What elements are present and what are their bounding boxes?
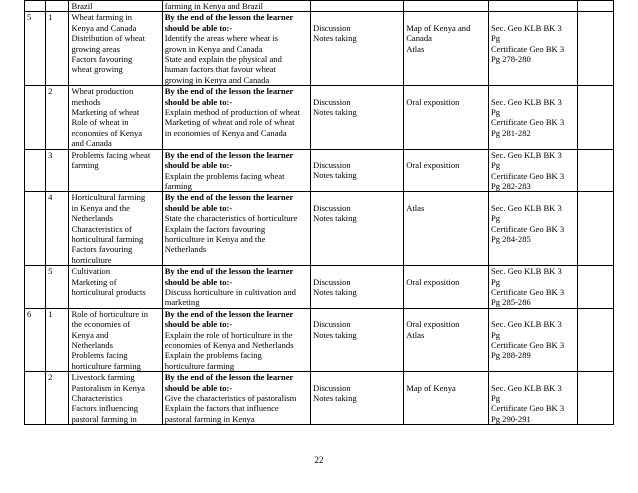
cell-line: Netherlands: [71, 213, 113, 224]
cell-line: Pg 290-291: [490, 413, 531, 424]
cell-line: farming: [71, 160, 99, 171]
lesson-cell: 2: [46, 86, 69, 149]
cell-line: Certificate Geo BK 3: [490, 403, 565, 414]
cell-line: By the end of the lesson the learner: [164, 266, 294, 277]
cell-line: Marketing of: [71, 276, 117, 287]
spacer: [406, 86, 486, 96]
cell-line: Kenya and Canada: [71, 22, 137, 33]
cell-line: Notes taking: [312, 170, 357, 181]
resources-cell: [404, 86, 489, 149]
topic-cell: [69, 149, 162, 192]
cell-line: Certificate Geo BK 3: [490, 286, 565, 297]
references-cell: [488, 12, 577, 86]
cell-line: By the end of the lesson the learner: [164, 86, 294, 97]
week-cell: [25, 149, 46, 192]
cell-line: and Canada: [71, 138, 112, 149]
week-cell: [25, 86, 46, 149]
cell-line: Sec. Geo KLB BK 3: [490, 319, 562, 330]
cell-line: Certificate Geo BK 3: [490, 43, 565, 54]
spacer: [491, 12, 575, 22]
cell-line: growing in Kenya and Canada: [164, 74, 270, 85]
cell-line: Pg 288-289: [490, 350, 531, 361]
objectives-cell: [162, 192, 310, 266]
spacer: [313, 309, 401, 319]
cell-line: farming: [164, 180, 192, 191]
cell-line: Characteristics of: [71, 223, 132, 234]
table-row: [25, 149, 614, 192]
topic-cell: [69, 372, 162, 425]
spacer: [313, 372, 401, 382]
remarks-cell: [577, 266, 613, 309]
table-row: [25, 1, 614, 12]
cell-line: Pg: [490, 276, 501, 287]
cell-line: human factors that favour wheat: [164, 64, 276, 75]
remarks-cell: [577, 1, 613, 12]
methods-cell: [310, 86, 403, 149]
remarks-cell: [577, 308, 613, 371]
references-cell: [488, 86, 577, 149]
cell-line: Notes taking: [312, 213, 357, 224]
cell-line: Certificate Geo BK 3: [490, 170, 565, 181]
lesson-cell: [46, 1, 69, 12]
cell-line: Oral exposition: [406, 319, 460, 330]
cell-line: Notes taking: [312, 393, 357, 404]
cell-line: Oral exposition: [406, 96, 460, 107]
cell-line: Notes taking: [312, 107, 357, 118]
references-cell: [488, 1, 577, 12]
topic-cell: [69, 266, 162, 309]
cell-line: horticulture farming: [71, 360, 141, 371]
cell-line: economies of Kenya: [71, 127, 143, 138]
week-cell: [25, 372, 46, 425]
cell-line: Sec. Geo KLB BK 3: [490, 96, 562, 107]
cell-line: Give the characteristics of pastoralism: [164, 393, 297, 404]
week-cell: [25, 266, 46, 309]
objectives-cell: [162, 1, 310, 12]
spacer: [406, 12, 486, 22]
cell-line: Pastoralism in Kenya: [71, 382, 145, 393]
spacer: [313, 150, 401, 160]
cell-line: Notes taking: [312, 286, 357, 297]
cell-line: Pg: [490, 329, 501, 340]
cell-line: should be able to:-: [164, 22, 233, 33]
lesson-cell: 3: [46, 149, 69, 192]
cell-line: Pg: [490, 33, 501, 44]
week-cell: 5: [25, 12, 46, 86]
table-row: [25, 308, 614, 371]
cell-line: State and explain the physical and: [164, 54, 282, 65]
cell-line: Problems facing: [71, 350, 128, 361]
cell-line: should be able to:-: [164, 160, 233, 171]
week-cell: 6: [25, 308, 46, 371]
cell-line: Characteristics: [71, 393, 123, 404]
references-cell: [488, 149, 577, 192]
topic-cell: [69, 192, 162, 266]
lesson-cell: 1: [46, 12, 69, 86]
cell-line: Wheat production: [71, 86, 134, 97]
cell-line: Atlas: [406, 202, 425, 213]
spacer: [491, 372, 575, 382]
cell-line: Pg: [490, 107, 501, 118]
cell-line: horticulture in Kenya and the: [164, 233, 266, 244]
cell-line: By the end of the lesson the learner: [164, 149, 294, 160]
cell-line: Pg 278-280: [490, 54, 531, 65]
cell-line: Sec. Geo KLB BK 3: [490, 202, 562, 213]
remarks-cell: [577, 192, 613, 266]
cell-line: By the end of the lesson the learner: [164, 308, 294, 319]
cell-line: Discussion: [312, 319, 351, 330]
cell-line: economies of Kenya and Netherlands: [164, 340, 294, 350]
references-cell: [488, 192, 577, 266]
table-row: [25, 86, 614, 149]
cell-line: Distribution of wheat: [71, 33, 145, 44]
cell-line: Discuss horticulture in cultivation and: [164, 286, 296, 297]
lesson-cell: 1: [46, 308, 69, 371]
cell-line: Netherlands: [164, 244, 207, 255]
cell-line: Discussion: [312, 22, 351, 33]
cell-line: Certificate Geo BK 3: [490, 339, 565, 350]
remarks-cell: [577, 86, 613, 149]
table-row: [25, 372, 614, 425]
cell-line: Identify the areas where wheat is: [164, 33, 279, 44]
cell-line: Sec. Geo KLB BK 3: [490, 149, 562, 160]
remarks-cell: [577, 149, 613, 192]
cell-line: Explain method of production of wheat: [164, 107, 301, 118]
cell-line: Wheat farming in: [71, 12, 133, 23]
spacer: [406, 372, 486, 382]
cell-line: Canada: [406, 33, 432, 44]
references-cell: [488, 308, 577, 371]
cell-line: Pg 282-283: [490, 180, 531, 191]
cell-line: Discussion: [312, 202, 351, 213]
methods-cell: [310, 308, 403, 371]
cell-line: should be able to:-: [164, 202, 233, 213]
cell-line: Notes taking: [312, 329, 357, 340]
remarks-cell: [577, 372, 613, 425]
cell-line: should be able to:-: [164, 319, 233, 330]
cell-line: Oral exposition: [406, 276, 460, 287]
cell-line: Atlas: [406, 329, 425, 340]
resources-cell: [404, 149, 489, 192]
cell-line: should be able to:-: [164, 276, 233, 287]
resources-cell: [404, 308, 489, 371]
lesson-cell: 2: [46, 372, 69, 425]
cell-line: Marketing of wheat: [71, 107, 140, 118]
objectives-cell: [162, 266, 310, 309]
spacer: [491, 86, 575, 96]
cell-line: Discussion: [312, 160, 351, 171]
methods-cell: [310, 1, 403, 12]
cell-line: Certificate Geo BK 3: [490, 117, 565, 128]
cell-line: Map of Kenya: [406, 382, 456, 393]
cell-line: By the end of the lesson the learner: [164, 12, 294, 23]
cell-line: Pg: [490, 393, 501, 404]
objectives-cell: [162, 86, 310, 149]
cell-line: pastoral farming in: [71, 413, 137, 424]
cell-line: horticulture: [71, 254, 112, 265]
table-row: [25, 12, 614, 86]
cell-line: Kenya and: [71, 329, 109, 340]
spacer: [406, 309, 486, 319]
spacer: [406, 192, 486, 202]
cell-line: Explain the factors that influence: [164, 403, 279, 414]
cell-line: Pg: [490, 160, 501, 171]
resources-cell: [404, 372, 489, 425]
cell-line: farming in Kenya and Brazil: [164, 1, 264, 11]
cell-line: Livestock farming: [71, 372, 135, 383]
cell-line: horticultural products: [71, 286, 146, 297]
cell-line: By the end of the lesson the learner: [164, 192, 294, 203]
lesson-cell: 4: [46, 192, 69, 266]
cell-line: Explain the problems facing: [164, 350, 262, 361]
resources-cell: [404, 192, 489, 266]
cell-line: the economies of: [71, 319, 131, 330]
cell-line: Factors favouring: [71, 54, 133, 65]
cell-line: State the characteristics of horticulture: [164, 213, 298, 224]
objectives-cell: [162, 149, 310, 192]
cell-line: Explain the problems facing wheat: [164, 170, 285, 181]
cell-line: Pg 281-282: [490, 127, 531, 138]
cell-line: horticulture farming: [164, 360, 235, 371]
cell-line: Netherlands: [71, 340, 113, 350]
cell-line: Oral exposition: [406, 160, 460, 171]
spacer: [491, 309, 575, 319]
spacer: [313, 12, 401, 22]
methods-cell: [310, 266, 403, 309]
cell-line: Factors influencing: [71, 403, 139, 414]
cell-line: wheat growing: [71, 64, 123, 75]
cell-line: grown in Kenya and Canada: [164, 43, 263, 54]
page-number: 22: [314, 455, 324, 465]
topic-cell: [69, 1, 162, 12]
cell-line: in economies of Kenya and Canada: [164, 127, 287, 138]
resources-cell: [404, 266, 489, 309]
objectives-cell: [162, 308, 310, 371]
cell-line: horticultural farming: [71, 233, 144, 244]
week-cell: [25, 1, 46, 12]
week-cell: [25, 192, 46, 266]
cell-line: Sec. Geo KLB BK 3: [490, 382, 562, 393]
cell-line: Factors favouring: [71, 244, 133, 255]
lesson-cell: 5: [46, 266, 69, 309]
cell-line: Discussion: [312, 276, 351, 287]
topic-cell: [69, 12, 162, 86]
cell-line: Map of Kenya and: [406, 22, 471, 33]
spacer: [406, 266, 486, 276]
table-row: [25, 266, 614, 309]
objectives-cell: [162, 372, 310, 425]
cell-line: Explain the factors favouring: [164, 223, 266, 234]
cell-line: pastoral farming in Kenya: [164, 413, 255, 424]
spacer: [313, 266, 401, 276]
references-cell: [488, 372, 577, 425]
cell-line: Discussion: [312, 96, 351, 107]
cell-line: in Kenya and the: [71, 202, 130, 213]
methods-cell: [310, 149, 403, 192]
cell-line: Pg 284-285: [490, 233, 531, 244]
cell-line: marketing: [164, 297, 200, 308]
spacer: [313, 86, 401, 96]
remarks-cell: [577, 12, 613, 86]
cell-line: Role of horticulture in: [71, 308, 149, 319]
cell-line: Explain the role of horticulture in the: [164, 329, 293, 340]
cell-line: Sec. Geo KLB BK 3: [490, 22, 562, 33]
cell-line: Problems facing wheat: [71, 149, 151, 160]
cell-line: growing areas: [71, 43, 120, 54]
table-body: [25, 1, 614, 425]
cell-line: methods: [71, 96, 101, 107]
cell-line: Atlas: [406, 43, 425, 54]
objectives-cell: [162, 12, 310, 86]
cell-line: should be able to:-: [164, 382, 233, 393]
resources-cell: [404, 12, 489, 86]
topic-cell: [69, 308, 162, 371]
table-row: [25, 192, 614, 266]
cell-line: Pg 285-286: [490, 297, 531, 308]
cell-line: Certificate Geo BK 3: [490, 223, 565, 234]
scheme-of-work-table: [24, 0, 614, 425]
methods-cell: [310, 192, 403, 266]
cell-line: By the end of the lesson the learner: [164, 372, 294, 383]
cell-line: Notes taking: [312, 33, 357, 44]
methods-cell: [310, 372, 403, 425]
methods-cell: [310, 12, 403, 86]
cell-line: Horticultural farming: [71, 192, 146, 203]
topic-cell: [69, 86, 162, 149]
cell-line: Cultivation: [71, 266, 111, 277]
cell-line: should be able to:-: [164, 96, 233, 107]
resources-cell: [404, 1, 489, 12]
cell-line: Role of wheat in: [71, 117, 129, 128]
spacer: [406, 150, 486, 160]
cell-line: Pg: [490, 213, 501, 224]
cell-line: Marketing of wheat and role of wheat: [164, 117, 295, 128]
spacer: [491, 192, 575, 202]
spacer: [313, 192, 401, 202]
cell-line: Sec. Geo KLB BK 3: [490, 266, 562, 277]
cell-line: Discussion: [312, 382, 351, 393]
references-cell: [488, 266, 577, 309]
cell-line: Brazil: [71, 1, 93, 11]
